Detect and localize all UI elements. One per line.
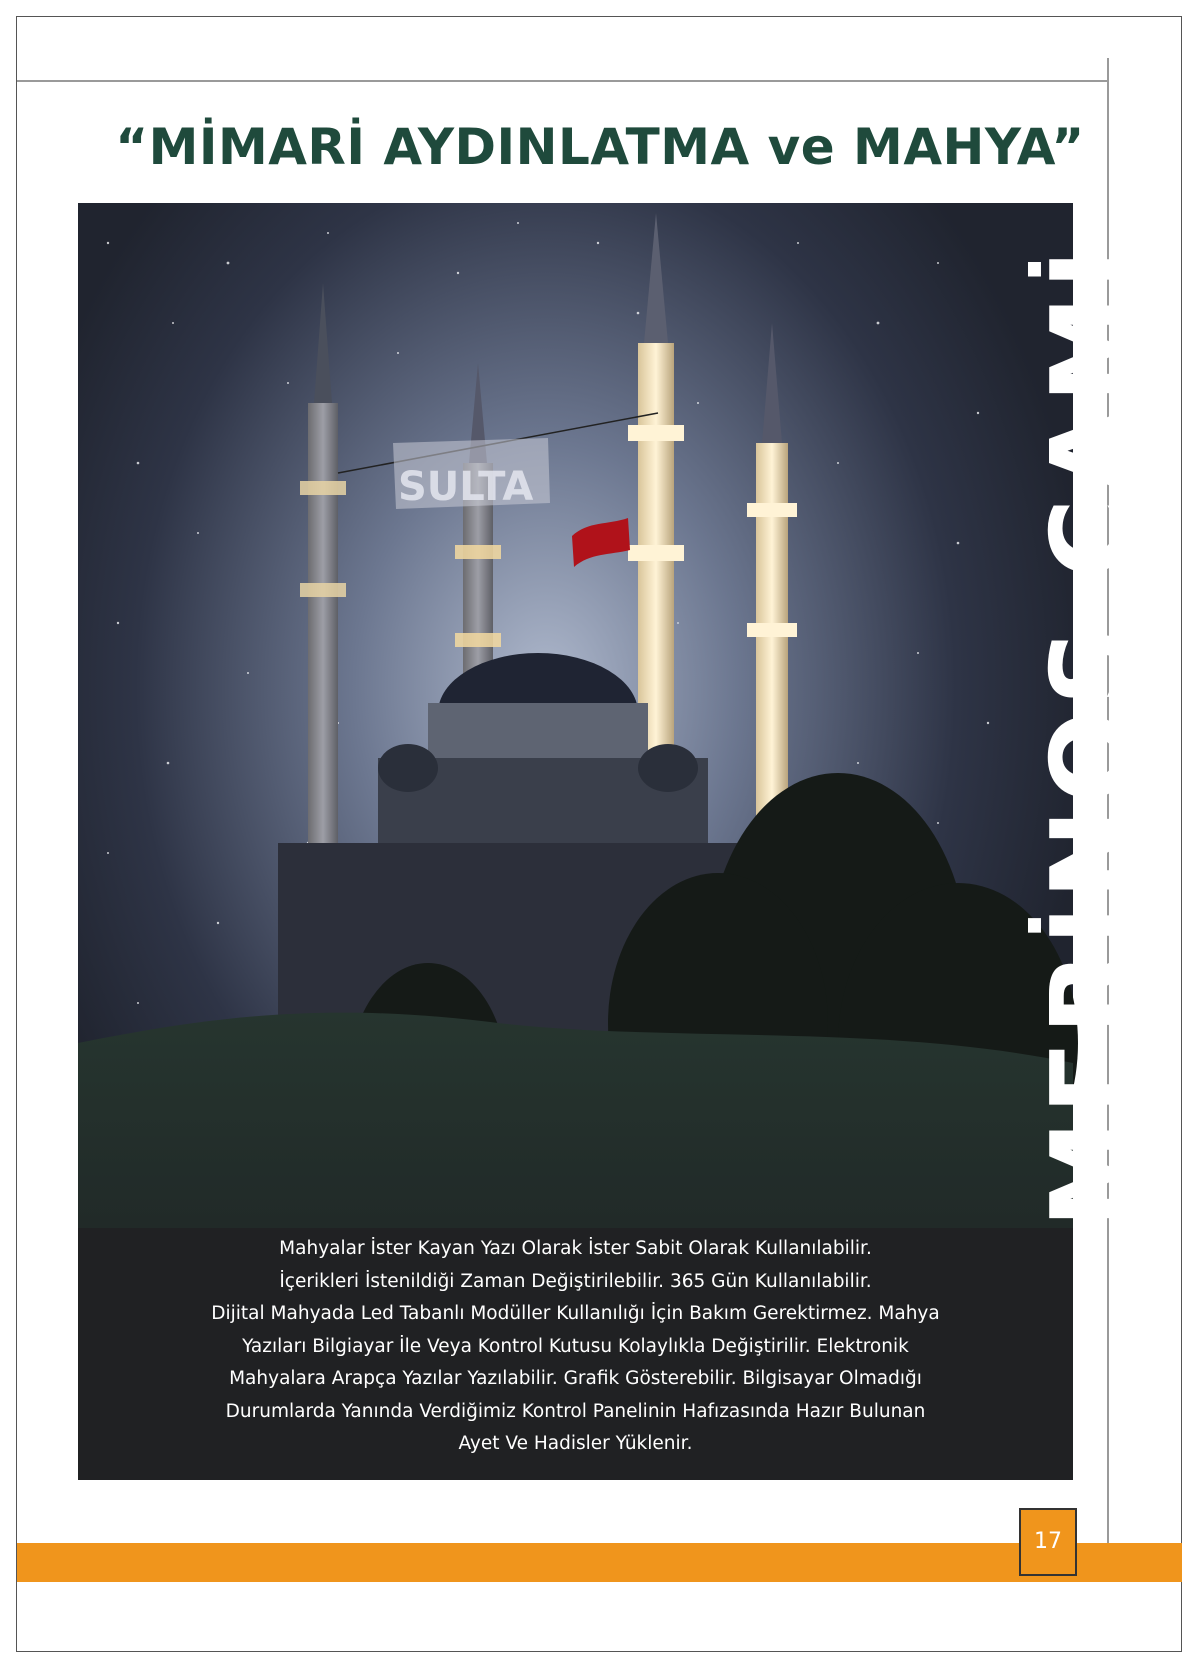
sultan-banner-text: SULTA <box>398 464 534 510</box>
description-line: Mahyalar İster Kayan Yazı Olarak İster Sabit Olarak Kullanılabilir. <box>279 1238 872 1259</box>
mosque-photo <box>78 203 1154 1480</box>
mosque-name-vertical: MERİNOS CAMİ <box>1029 243 1154 1228</box>
description-line: Ayet Ve Hadisler Yüklenir. <box>458 1433 693 1454</box>
description-line: Yazıları Bilgiayar İle Veya Kontrol Kutusu Kolaylıkla Değiştirilir. Elektronik <box>242 1335 909 1357</box>
top-rule <box>17 80 1107 82</box>
footer-orange-bar <box>17 1543 1182 1582</box>
description-line: Durumlarda Yanında Verdiğimiz Kontrol Panelinin Hafızasında Hazır Bulunan <box>225 1400 926 1422</box>
description-line: İçerikleri İstenildiği Zaman Değiştirilebilir. 365 Gün Kullanılabilir. <box>279 1270 872 1292</box>
description-line: Dijital Mahyada Led Tabanlı Modüller Kullanılığı İçin Bakım Gerektirmez. Mahya <box>211 1303 940 1324</box>
description-line: Mahyalara Arapça Yazılar Yazılabilir. Grafik Gösterebilir. Bilgisayar Olmadığı <box>229 1368 922 1389</box>
page-headline: “MİMARİ AYDINLATMA ve MAHYA” <box>115 118 1085 176</box>
page-number: 17 <box>1019 1508 1077 1576</box>
description-text <box>118 1233 1033 1461</box>
